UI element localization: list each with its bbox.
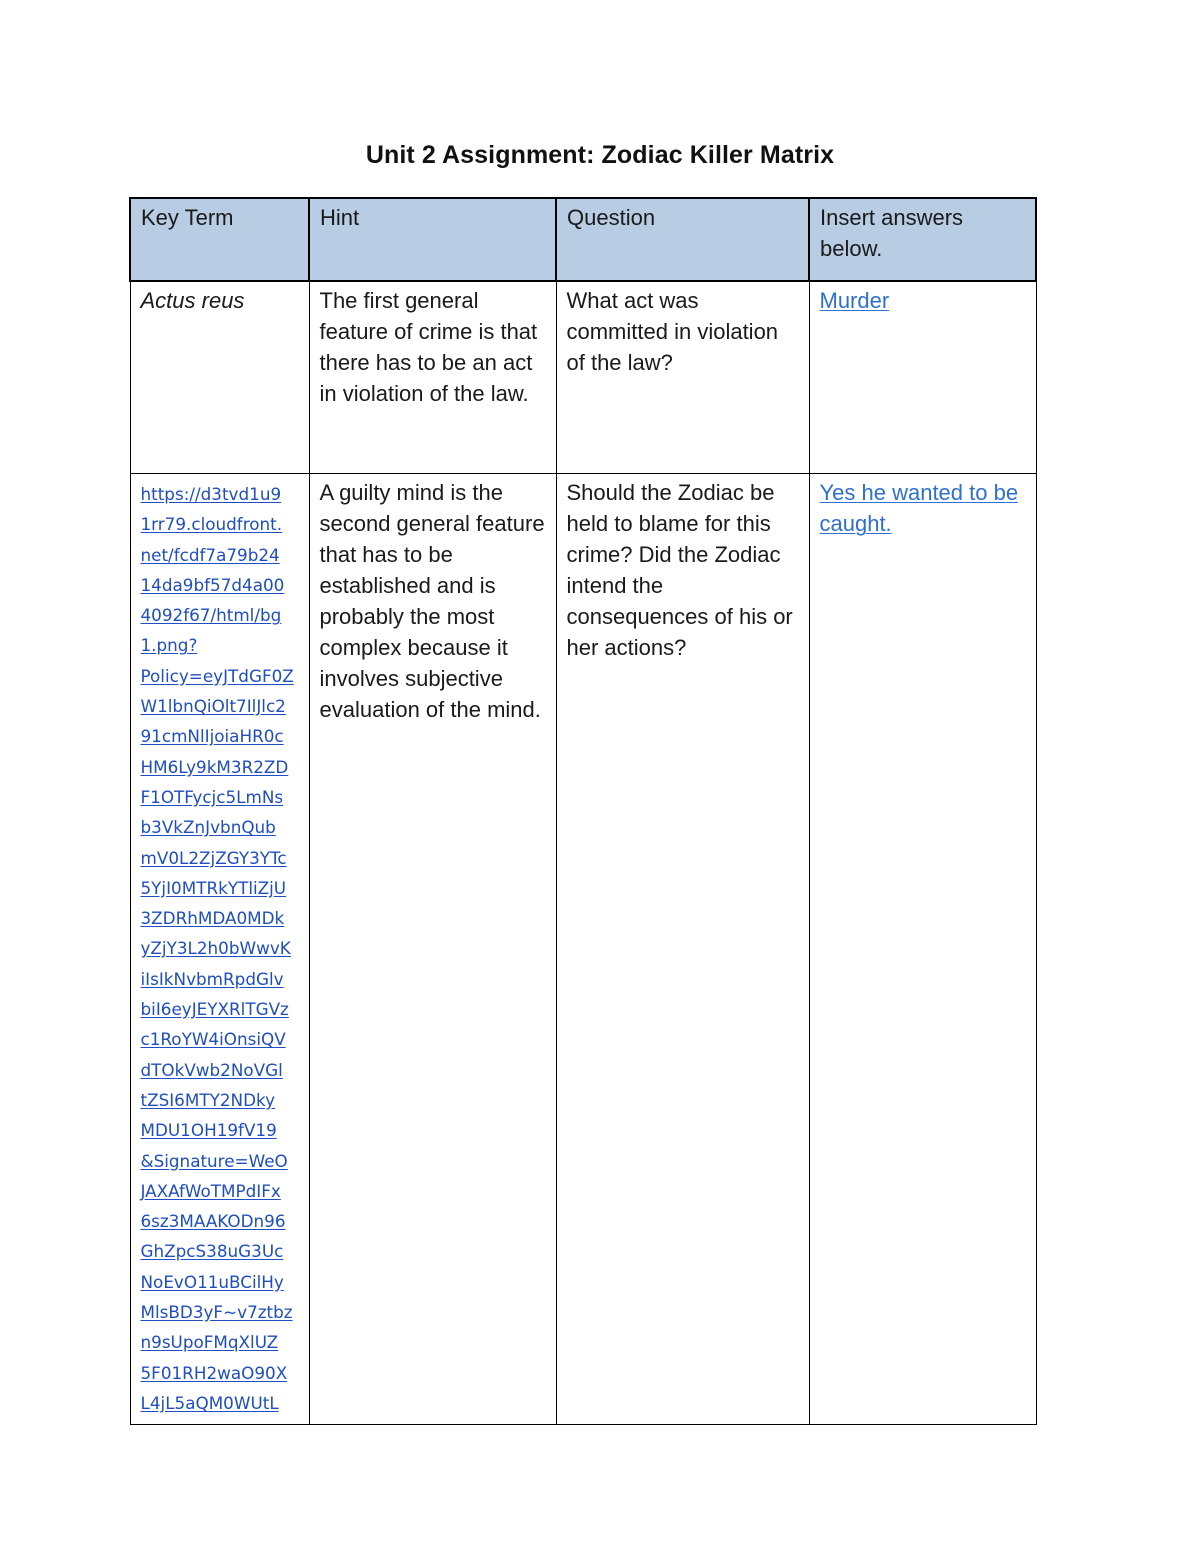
header-question: Question: [556, 198, 809, 281]
header-key-term: Key Term: [130, 198, 309, 281]
question-cell: Should the Zodiac be held to blame for this crime? Did the Zodiac intend the consequences of his or her actions?: [556, 474, 809, 1425]
zodiac-matrix-table: [129, 197, 1037, 1425]
header-hint: Hint: [309, 198, 556, 281]
table-row: [130, 474, 1036, 1425]
answer-cell: [809, 281, 1036, 474]
key-term-text: Actus reus: [140, 288, 245, 313]
key-term-cell: [130, 281, 309, 474]
document-title: Unit 2 Assignment: Zodiac Killer Matrix: [365, 141, 835, 169]
question-cell: What act was committed in violation of the law?: [556, 281, 809, 474]
image-url-link[interactable]: https://d3tvd1u9 1rr79.cloudfront. net/fcdf7a79b24 14da9bf57d4a00 4092f67/html/bg 1.png? Policy=eyJTdGF0Z W1lbnQiOlt7IlJlc2 91cmNlIjoiaHR0c HM6Ly9kM3R2ZD F1OTFycjc5LmNs b3VkZnJvbnQub mV0L2ZjZGY3YTc 5YjI0MTRkYTliZjU 3ZDRhMDA0MDk yZjY3L2h0bWwvK iIsIkNvbmRpdGlv biI6eyJEYXRlTGVz c1RoYW4iOnsiQV dTOkVwb2NoVGl tZSI6MTY2NDky MDU1OH19fV19 &Signature=WeO JAXAfWoTMPdIFx 6sz3MAAKODn96 GhZpcS38uG3Uc NoEvO11uBCilHy MlsBD3yF~v7ztbz n9sUpoFMqXlUZ 5F01RH2waO90X L4jL5aQM0WUtL: [140, 484, 294, 1413]
answer-link[interactable]: Yes he wanted to be caught.: [819, 480, 1019, 536]
header-answer: Insert answers below.: [809, 198, 1036, 281]
hint-cell: A guilty mind is the second general feature that has to be established and is probably the most complex because it involves subjective evaluation of the mind.: [309, 474, 556, 1425]
hint-cell: The first general feature of crime is that there has to be an act in violation of the law.: [309, 281, 556, 474]
table-row: [130, 281, 1036, 474]
answer-link[interactable]: Murder: [819, 288, 890, 313]
table-header-row: [130, 198, 1036, 281]
answer-cell: [809, 474, 1036, 1425]
key-term-cell: [130, 474, 309, 1425]
